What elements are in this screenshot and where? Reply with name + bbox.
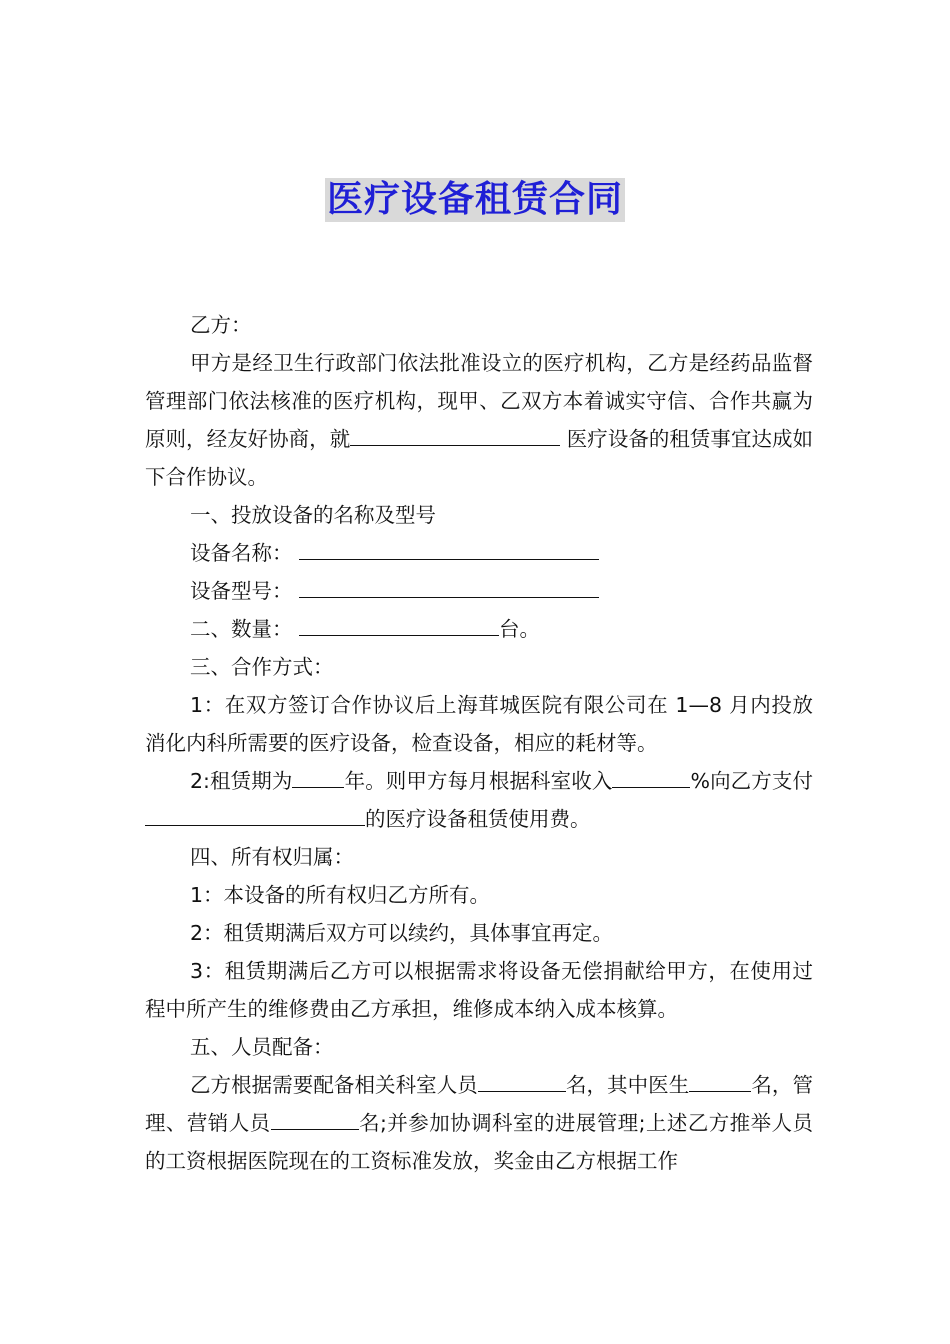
section-5-text: 五、人员配备： (190, 1035, 334, 1059)
quantity-blank (299, 611, 499, 636)
fee-text: 的医疗设备租赁使用费。 (365, 807, 591, 831)
quantity-line (145, 610, 813, 648)
equipment-name-label: 设备名称： (190, 541, 293, 565)
equipment-model-line (145, 572, 813, 610)
party-b-label: 乙方： (190, 313, 252, 337)
title-container (0, 178, 950, 222)
cooperation-item-2 (145, 762, 813, 838)
equipment-model-label: 设备型号： (190, 579, 293, 603)
section-4-text: 四、所有权归属： (190, 845, 354, 869)
quantity-label: 二、数量： (190, 617, 293, 641)
section-4-heading (145, 838, 813, 876)
doctor-count-blank (689, 1067, 751, 1092)
cooperation-item-1-text: 1：在双方签订合作协议后上海茸城医院有限公司在 1—8 月内投放消化内科所需要的医疗设备，检查设备，相应的耗材等。 (145, 693, 813, 755)
ownership-item-1-text: 1：本设备的所有权归乙方所有。 (190, 883, 491, 907)
marketing-count-blank (271, 1105, 359, 1130)
section-5-heading (145, 1028, 813, 1066)
ownership-item-1 (145, 876, 813, 914)
equipment-name-line (145, 534, 813, 572)
document-title: 医疗设备租赁合同 (326, 179, 623, 220)
ownership-item-2 (145, 914, 813, 952)
pay-text: %向乙方支付 (690, 769, 813, 793)
percent-blank (612, 763, 690, 788)
lease-years-blank (292, 763, 344, 788)
staffing-text-c: 名，管理、营销人员 (145, 1073, 813, 1135)
document-body (145, 306, 813, 1180)
section-3-heading (145, 648, 813, 686)
section-1-heading (145, 496, 813, 534)
staffing-text-d: 名;并参加协调科室的进展管理;上述乙方推举人员的工资根据医院现在的工资标准发放，奖金由乙方根据工作 (145, 1111, 813, 1173)
section-3-text: 三、合作方式： (190, 655, 334, 679)
intro-paragraph (145, 344, 813, 496)
equipment-blank (350, 421, 560, 446)
staff-count-blank (478, 1067, 566, 1092)
lease-term-label: 2:租赁期为 (190, 769, 293, 793)
equipment-model-blank (299, 573, 599, 598)
intro-text: 甲方是经卫生行政部门依法批准设立的医疗机构，乙方是经药品监督管理部门依法核准的医疗机构，现甲、乙双方本着诚实守信、合作共赢为原则，经友好协商，就 (145, 351, 813, 451)
staffing-text-a: 乙方根据需要配备相关科室人员 (190, 1073, 478, 1097)
staffing-paragraph (145, 1066, 813, 1180)
party-b-line (145, 306, 813, 344)
section-1-text: 一、投放设备的名称及型号 (190, 503, 436, 527)
ownership-item-3 (145, 952, 813, 1028)
cooperation-item-1 (145, 686, 813, 762)
ownership-item-3-text: 3：租赁期满后乙方可以根据需求将设备无偿捐献给甲方，在使用过程中所产生的维修费由乙方承担，维修成本纳入成本核算。 (145, 959, 813, 1021)
monthly-income-text: 年。则甲方每月根据科室收入 (344, 769, 613, 793)
intro-text-end: 医疗设备的租赁事宜达成如下合作协议。 (145, 427, 814, 489)
staffing-text-b: 名，其中医生 (565, 1073, 690, 1097)
ownership-item-2-text: 2：租赁期满后双方可以续约，具体事宜再定。 (190, 921, 614, 945)
quantity-unit: 台。 (499, 617, 541, 641)
fee-blank (145, 801, 365, 826)
equipment-name-blank (299, 535, 599, 560)
